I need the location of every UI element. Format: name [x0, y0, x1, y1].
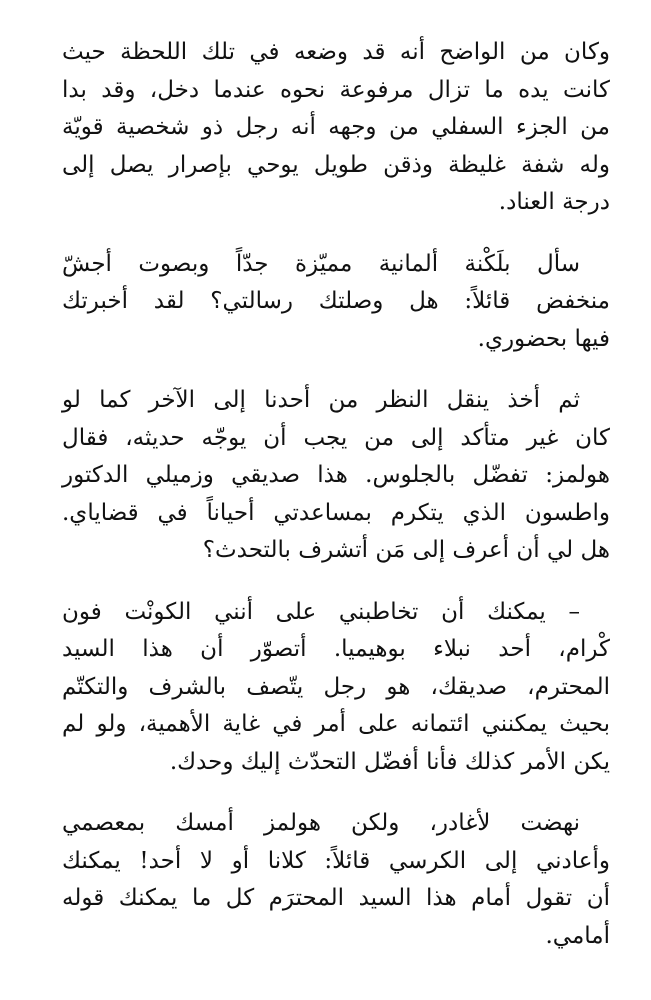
paragraph-line: هولمز: تفضّل بالجلوس. هذا صديقي وزميلي الدكتور [62, 462, 610, 488]
paragraph-1 [62, 34, 610, 222]
paragraph-4 [62, 594, 610, 782]
paragraph-line: ثم أخذ ينقل النظر من أحدنا إلى الآخر كما لو [62, 387, 580, 413]
paragraph-line: بحيث يمكنني ائتمانه على أمر في غاية الأهمية، ولو لم [62, 711, 610, 737]
paragraph-line: كْرام، أحد نبلاء بوهيميا. أتصوّر أن هذا السيد [62, 636, 610, 662]
book-page [62, 34, 610, 979]
paragraph-line: المحترم، صديقك، هو رجل يتّصف بالشرف والتكتّم [62, 673, 610, 700]
paragraph-line: كان غير متأكد إلى من يجب أن يوجّه حديثه، فقال [62, 424, 610, 451]
paragraph-line: أمامي. [545, 922, 610, 949]
paragraph-3 [62, 382, 610, 570]
paragraph-line: من الجزء السفلي من وجهه أنه رجل ذو شخصية قويّة [62, 114, 610, 140]
paragraph-2 [62, 246, 610, 359]
paragraph-5 [62, 805, 610, 955]
paragraph-line: وكان من الواضح أنه قد وضعه في تلك اللحظة حيث [62, 39, 610, 65]
paragraph-line: نهضت لأغادر، ولكن هولمز أمسك بمعصمي [62, 810, 580, 836]
paragraph-line: واطسون الذي يتكرم بمساعدتي أحياناً في قضاياي. [62, 499, 610, 526]
paragraph-line: أن تقول أمام هذا السيد المحترَم كل ما يمكنك قوله [62, 885, 610, 911]
paragraph-line: وأعادني إلى الكرسي قائلاً: كلانا أو لا أحد! يمكنك [62, 847, 610, 874]
paragraph-line: درجة العناد. [498, 189, 610, 215]
paragraph-line: كانت يده ما تزال مرفوعة نحوه عندما دخل، وقد بدا [62, 76, 610, 103]
paragraph-line: يكن الأمر كذلك فأنا أفضّل التحدّث إليك وحدك. [169, 748, 610, 775]
paragraph-line: – يمكنك أن تخاطبني على أنني الكونْت فون [62, 598, 580, 625]
paragraph-line: سأل بلَكْنة ألمانية مميّزة جدّاً وبصوت أجشّ [62, 250, 580, 277]
paragraph-line: وله شفة غليظة وذقن طويل يوحي بإصرار يصل إلى [62, 151, 610, 178]
paragraph-line: فيها بحضوري. [477, 325, 610, 352]
paragraph-line: منخفض قائلاً: هل وصلتك رسالتي؟ لقد أخبرتك [62, 288, 610, 314]
paragraph-line: هل لي أن أعرف إلى مَن أتشرف بالتحدث؟ [202, 537, 610, 563]
